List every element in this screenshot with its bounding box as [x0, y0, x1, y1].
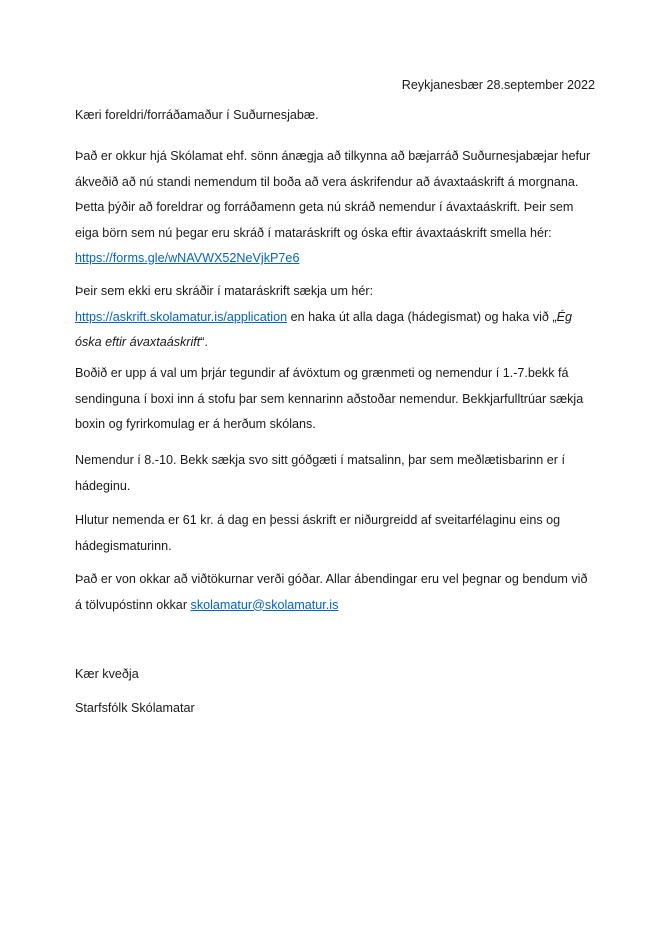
- paragraph-contact: [75, 567, 595, 618]
- paragraph-contact-text: Það er von okkar að viðtökurnar verði góðar. Allar ábendingar eru vel þegnar og bendum við á tölvupóstinn okkar: [75, 572, 588, 612]
- paragraph-signup: [75, 279, 595, 356]
- paragraph-signup-end: “.: [200, 335, 208, 349]
- letter-date: Reykjanesbær 28.september 2022: [401, 78, 595, 92]
- paragraph-boxes: Boðið er upp á val um þrjár tegundir af ávöxtum og grænmeti og nemendur í 1.-7.bekk fá sendinguna í boxi inn á stofu þar sem kennarinn aðstoðar nemendur. Bekkjarfulltrúar sækja boxin og fyrirkomulag er á herðum skólans.: [75, 366, 584, 431]
- paragraph-intro-text: Það er okkur hjá Skólamat ehf. sönn ánægja að tilkynna að bæjarráð Suðurnesjabæjar hefur ákveðið að nú standi nemendum til boða að vera áskrifendur að ávaxtaáskrift á morgnana. Þetta þýðir að foreldrar og forráðamenn geta nú skráð nemendur í ávaxtaáskrift. Þeir sem eiga börn sem nú þegar eru skráð í mataráskrift og óska eftir ávaxtaáskrift smella hér:: [75, 149, 591, 240]
- paragraph-signup-intro: Þeir sem ekki eru skráðir í mataráskrift sækja um hér:: [75, 284, 374, 298]
- closing: Kær kveðja: [75, 667, 139, 681]
- forms-link[interactable]: https://forms.gle/wNAVWX52NeVjkP7e6: [75, 251, 300, 265]
- email-link[interactable]: skolamatur@skolamatur.is: [190, 597, 339, 612]
- greeting: Kæri foreldri/forráðamaður í Suðurnesjabæ.: [75, 108, 319, 122]
- application-link[interactable]: https://askrift.skolamatur.is/application: [75, 309, 288, 324]
- paragraph-signup-option: Ég óska eftir ávaxtaáskrift: [75, 309, 573, 349]
- paragraph-price: Hlutur nemenda er 61 kr. á dag en þessi áskrift er niðurgreidd af sveitarfélaginu eins og hádegismaturinn.: [75, 513, 561, 553]
- paragraph-older-students: Nemendur í 8.-10. Bekk sækja svo sitt góðgæti í matsalinn, þar sem meðlætisbarinn er í hádeginu.: [75, 453, 565, 493]
- paragraph-signup-text: en haka út alla daga (hádegismat) og haka við „: [287, 309, 557, 324]
- signature: Starfsfólk Skólamatar: [75, 701, 195, 715]
- paragraph-intro: [75, 144, 595, 272]
